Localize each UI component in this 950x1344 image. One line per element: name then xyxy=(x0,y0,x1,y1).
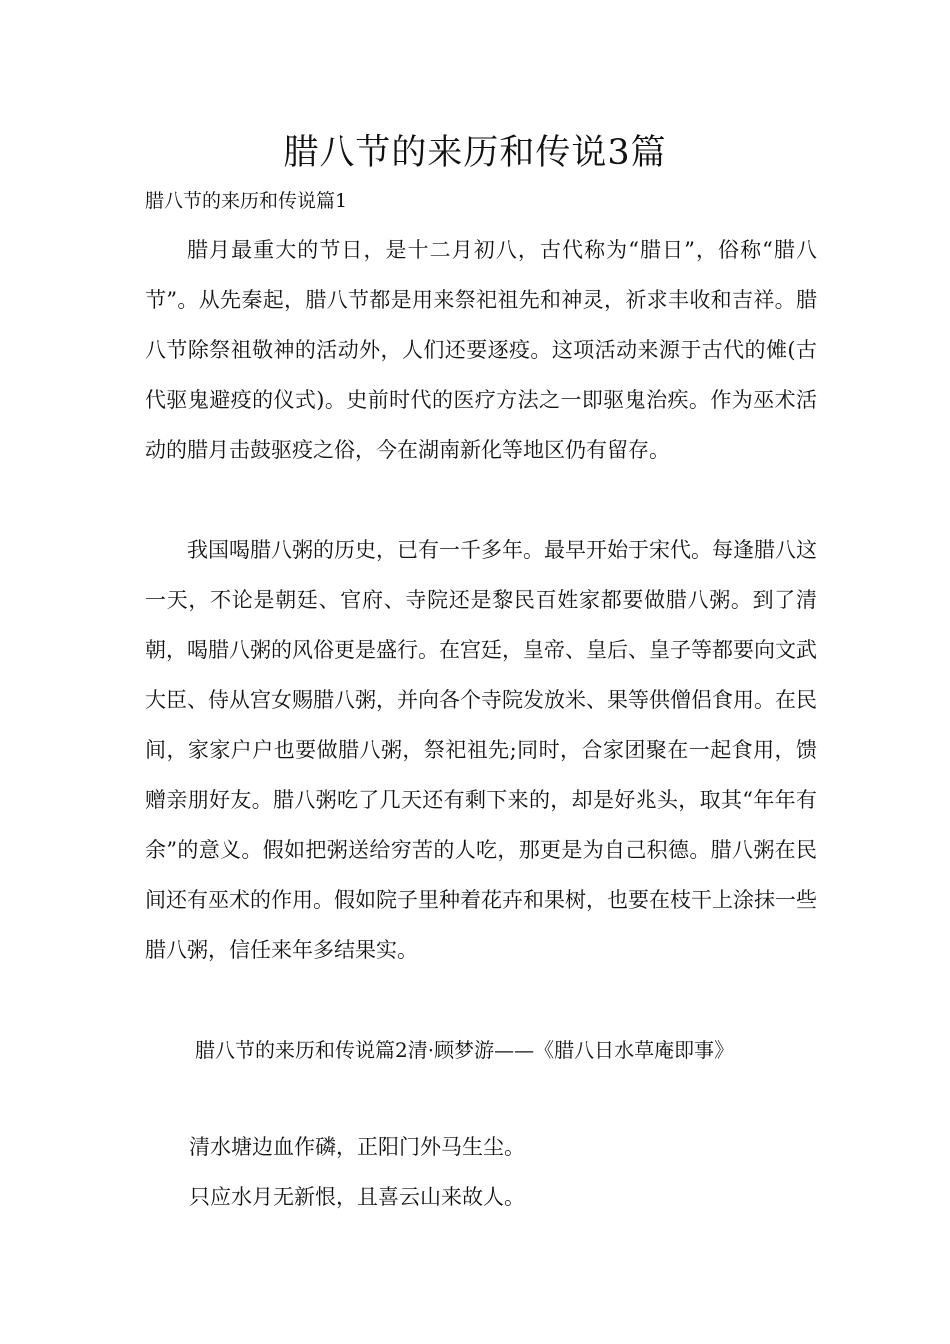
paragraph-laba-porridge: 我国喝腊八粥的历史，已有一千多年。最早开始于宋代。每逢腊八这一天，不论是朝廷、官府、寺院还是黎民百姓家都要做腊八粥。到了清朝，喝腊八粥的风俗更是盛行。在宫廷，皇帝、皇后、皇子等都要向文武大臣、侍从宫女赐腊八粥，并向各个寺院发放米、果等供僧侣食用。在民间，家家户户也要做腊八粥，祭祀祖先;同时，合家团聚在一起食用，馈赠亲朋好友。腊八粥吃了几天还有剩下来的，却是好兆头，取其“年年有余”的意义。假如把粥送给穷苦的人吃，那更是为自己积德。腊八粥在民间还有巫术的作用。假如院子里种着花卉和果树，也要在枝干上涂抹一些腊八粥，信任来年多结果实。 xyxy=(145,538,817,962)
poem-line: 只应水月无新恨，且喜云山来故人。 xyxy=(189,1185,525,1209)
paragraph-laba-origin: 腊月最重大的节日，是十二月初八，古代称为“腊日”，俗称“腊八节”。从先秦起，腊八节都是用来祭祀祖先和神灵，祈求丰收和吉祥。腊八节除祭祖敬神的活动外，人们还要逐疫。这项活动来源于古代的傩(古代驱鬼避疫的仪式)。史前时代的医疗方法之一即驱鬼治疾。作为巫术活动的腊月击鼓驱疫之俗，今在湖南新化等地区仍有留存。 xyxy=(145,238,817,462)
paragraph-poem-heading: 腊八节的来历和传说篇2清·顾梦游——《腊八日水草庵即事》 xyxy=(195,1038,735,1062)
document-title: 腊八节的来历和传说3篇 xyxy=(283,133,667,173)
section-heading: 腊八节的来历和传说篇1 xyxy=(145,190,348,212)
poem-line: 清水塘边血作磷，正阳门外马生尘。 xyxy=(189,1135,525,1159)
